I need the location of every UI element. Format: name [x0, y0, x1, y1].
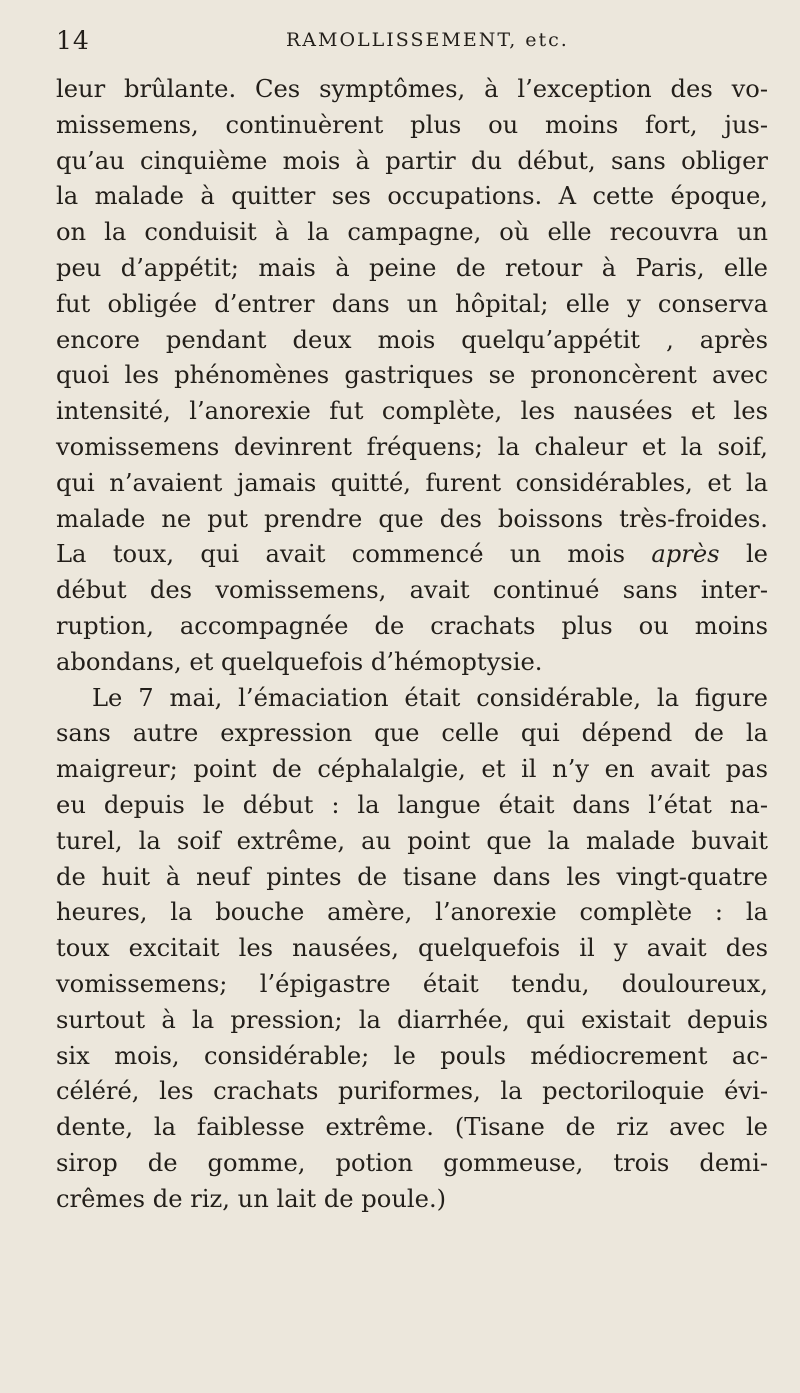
body-text — [56, 72, 768, 1218]
text-line: ruption, accompagnée de crachats plus ou moins — [56, 611, 768, 640]
text-line: début des vomissemens, avait continué sans inter- — [56, 576, 768, 605]
text-line: qu’au cinquième mois à partir du début, sans obliger — [56, 146, 768, 175]
text-line: missemens, continuèrent plus ou moins fort, jus- — [56, 110, 768, 139]
page-number: 14 — [56, 26, 90, 55]
text-line: peu d’appétit; mais à peine de retour à Paris, elle — [56, 253, 768, 282]
text-line: intensité, l’anorexie fut complète, les nausées et les — [56, 397, 768, 426]
page-header — [56, 18, 756, 66]
text-line: quoi les phénomènes gastriques se prononcèrent avec — [56, 361, 768, 390]
text-line: toux excitait les nausées, quelquefois il y avait des — [56, 934, 768, 963]
text-line: la malade à quitter ses occupations. A cette époque, — [56, 182, 768, 211]
text-line: Le 7 mai, l’émaciation était considérable, la figure — [92, 683, 768, 712]
text-line: vomissemens devinrent fréquens; la chaleur et la soif, — [56, 432, 768, 461]
text-line: six mois, considérable; le pouls médiocrement ac- — [56, 1041, 768, 1070]
text-line: sirop de gomme, potion gommeuse, trois demi- — [56, 1148, 768, 1177]
text-line-with-italic — [56, 537, 768, 573]
text-line: fut obligée d’entrer dans un hôpital; elle y conserva — [56, 289, 768, 318]
text-line: maigreur; point de céphalalgie, et il n’y en avait pas — [56, 755, 768, 784]
text-line: leur brûlante. Ces symptômes, à l’exception des vo- — [56, 75, 768, 103]
text-line: surtout à la pression; la diarrhée, qui existait depuis — [56, 1005, 768, 1034]
text-line: céléré, les crachats puriformes, la pectoriloquie évi- — [56, 1077, 768, 1106]
text-line: malade ne put prendre que des boissons très-froides. — [56, 504, 768, 533]
text-line: on la conduisit à la campagne, où elle recouvra un — [56, 218, 768, 247]
text-line: crêmes de riz, un lait de poule.) — [56, 1184, 447, 1213]
text-line: vomissemens; l’épigastre était tendu, douloureux, — [56, 969, 768, 998]
text-line: turel, la soif extrême, au point que la malade buvait — [56, 826, 768, 855]
text-line: de huit à neuf pintes de tisane dans les vingt-quatre — [56, 862, 768, 891]
text-line: encore pendant deux mois quelqu’appétit , après — [56, 325, 768, 354]
text-line: abondans, et quelquefois d’hémoptysie. — [56, 647, 543, 676]
text-fragment: La toux, qui avait commencé un mois — [56, 540, 652, 569]
text-line: sans autre expression que celle qui dépend de la — [56, 719, 768, 748]
text-line: eu depuis le début : la langue était dans l’état na- — [56, 790, 768, 819]
text-line: dente, la faiblesse extrême. (Tisane de riz avec le — [56, 1113, 768, 1142]
running-head: RAMOLLISSEMENT, etc. — [286, 29, 569, 51]
italic-word: après — [651, 540, 720, 569]
text-fragment: le — [719, 540, 768, 569]
text-line: qui n’avaient jamais quitté, furent considérables, et la — [56, 468, 768, 497]
text-line: heures, la bouche amère, l’anorexie complète : la — [56, 898, 768, 927]
